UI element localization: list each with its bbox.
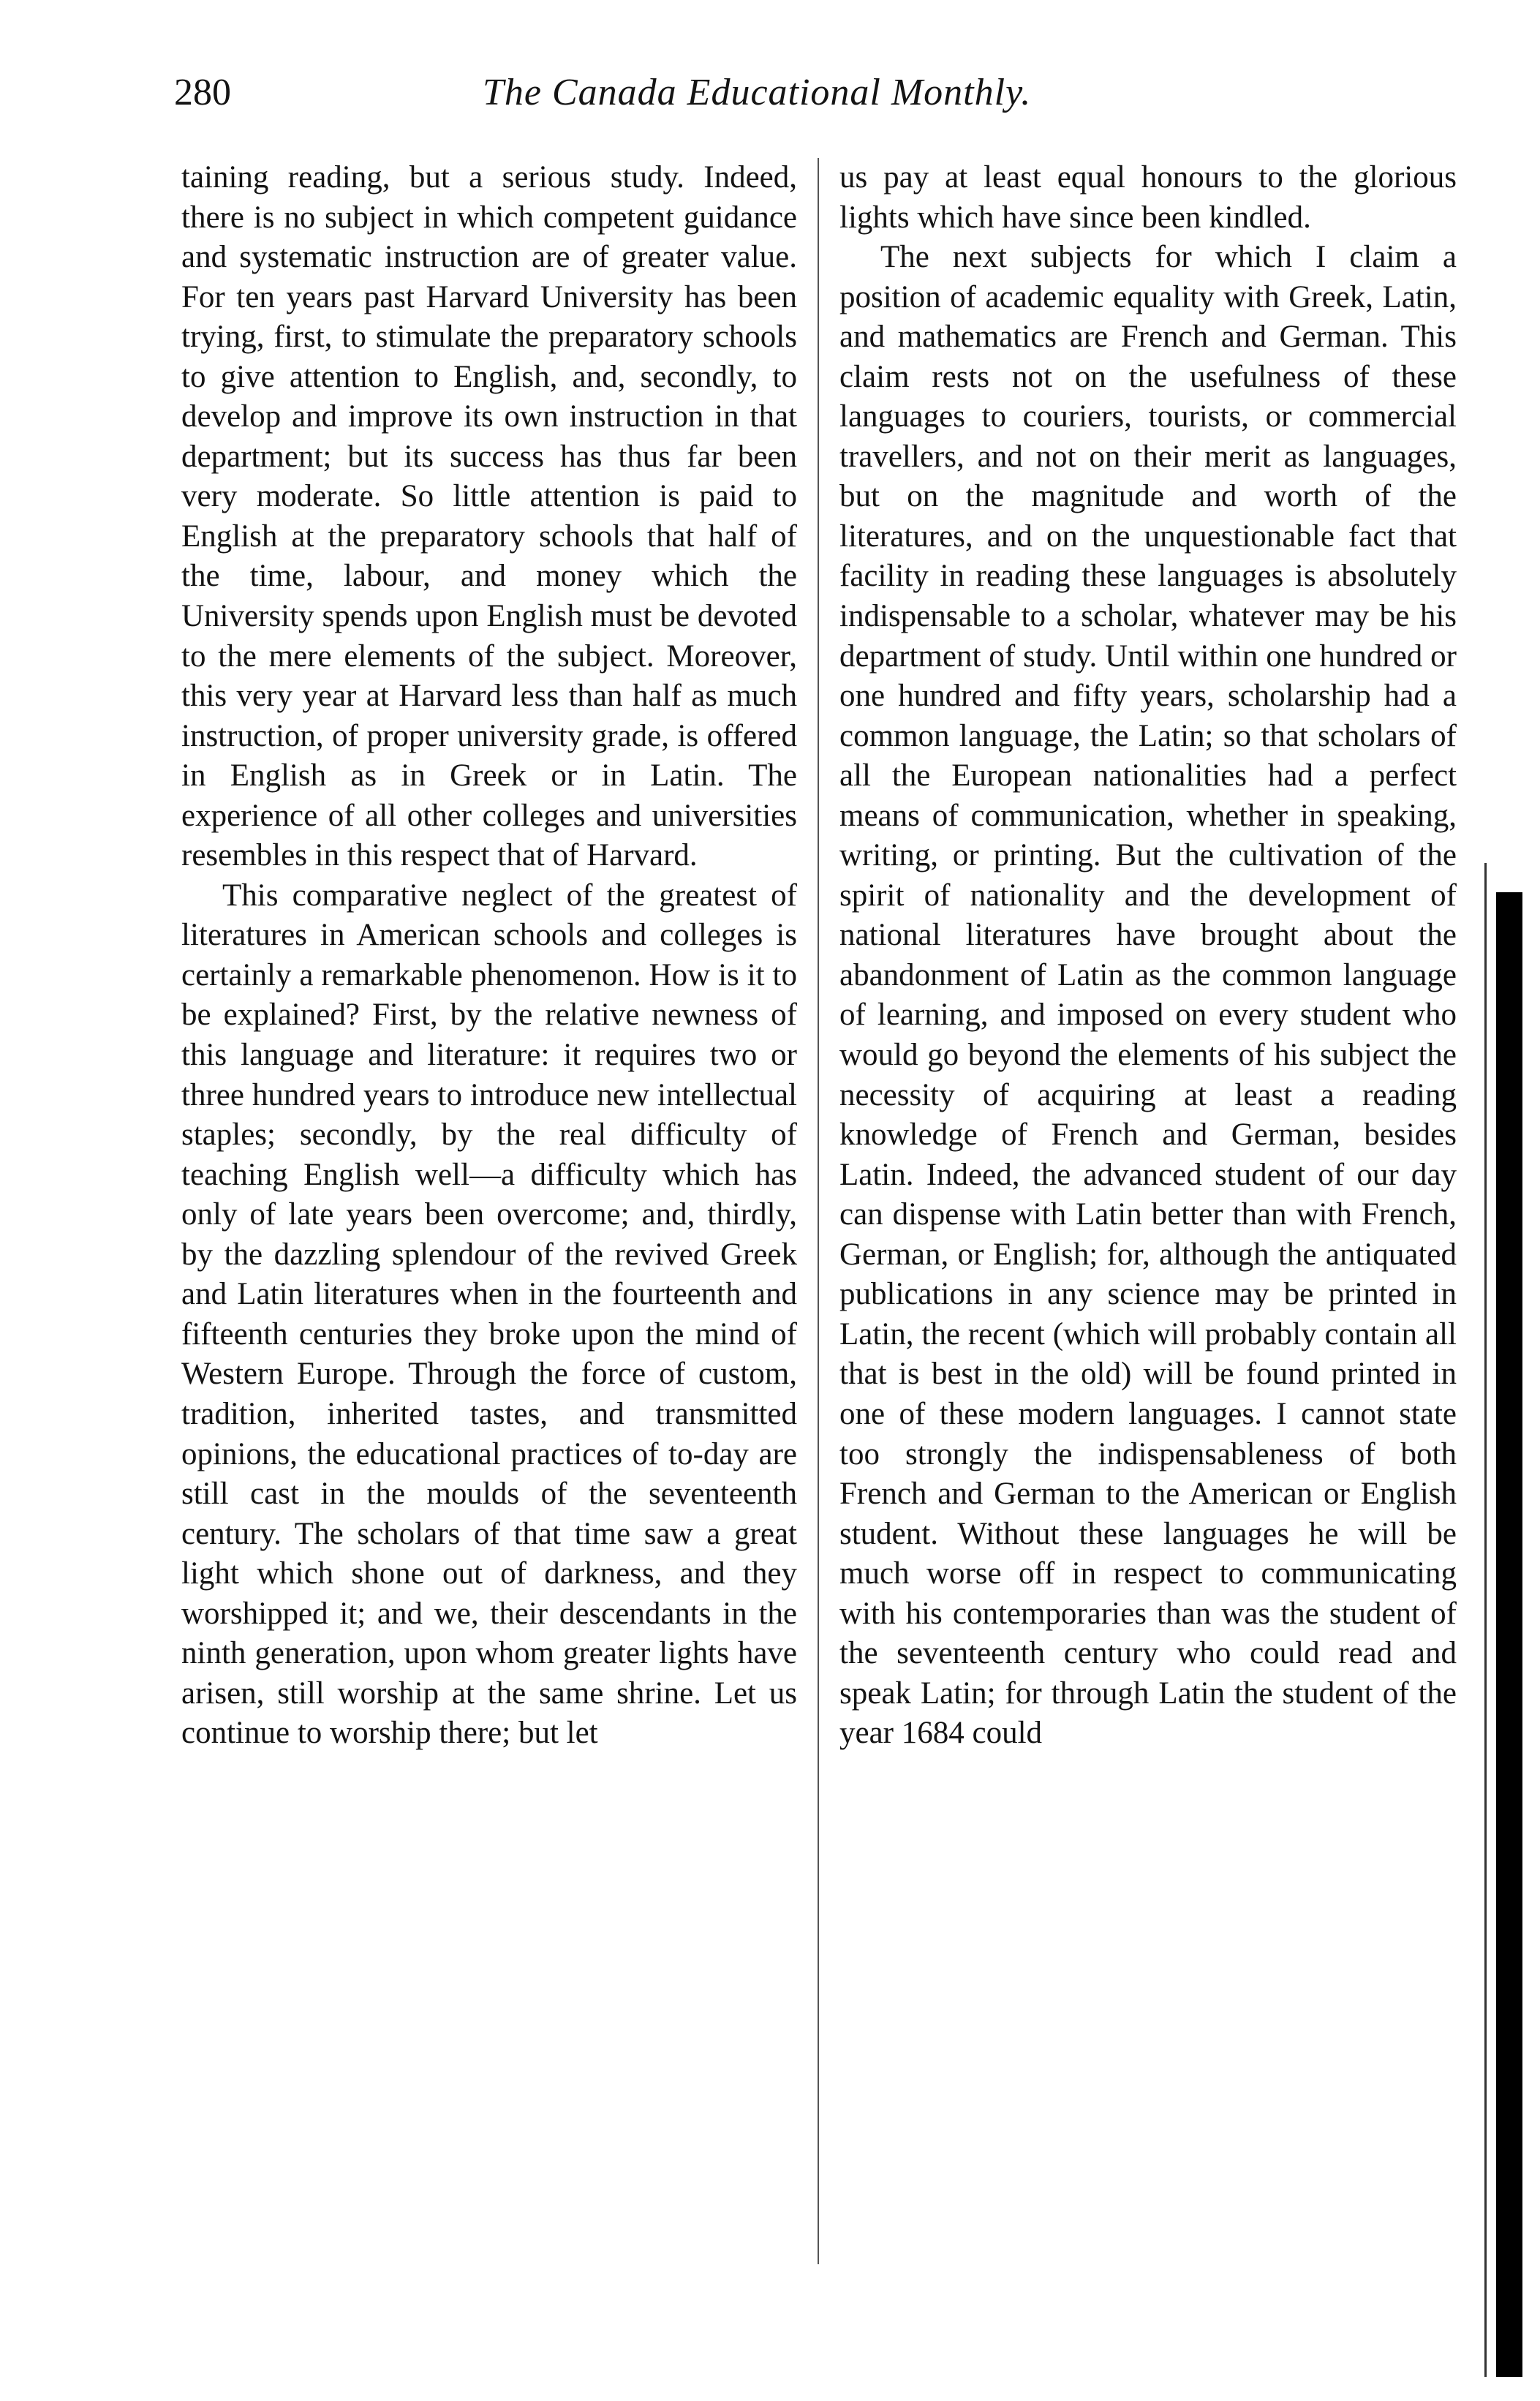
left-paragraph-2: This comparative neglect of the greatest of literatures in American schools and colleges is certainly a remarkable phenomenon. How is it to be explained? First, by the relative newness of this language and literature: it requires two or three hundred years to introduce new intellectual staples; secondly, by the real difficulty of teaching English well—a difficulty which has only of late years been overcome; and, thirdly, by the dazzling splendour of the revived Greek and Latin literatures when in the fourteenth and fifteenth centuries they broke upon the mind of Western Europe. Through the force of custom, tradition, inherited tastes, and transmitted opinions, the educational practices of to-day are still cast in the moulds of the seventeenth century. The scholars of that time saw a great light which shone out of darkness, and they worshipped it; and we, their descendants in the ninth generation, upon whom greater lights have arisen, still worship at the same shrine. Let us continue to worship there; but let: [181, 878, 797, 1751]
running-title: The Canada Educational Monthly.: [483, 72, 1032, 113]
left-paragraph-1: taining reading, but a serious study. Indeed, there is no subject in which competent guidance and systematic instruction are of greater value. For ten years past Harvard University has been trying, first, to stimulate the preparatory schools to give attention to English, and, secondly, to develop and improve its own instruction in that department; but its success has thus far been very moderate. So little attention is paid to English at the preparatory schools that half of the time, labour, and money which the University spends upon English must be devoted to the mere elements of the subject. Moreover, this very year at Harvard less than half as much instruction, of proper university grade, is offered in English as in Greek or in Latin. The experience of all other colleges and universities resembles in this respect that of Harvard.: [181, 160, 797, 873]
page-edge-line: [1484, 863, 1487, 2377]
left-column: [181, 158, 797, 1754]
right-paragraph-2: The next subjects for which I claim a position of academic equality with Greek, Latin, and mathematics are French and German. This claim rests not on the usefulness of these languages to couriers, tourists, or commercial travellers, and not on their merit as languages, but on the magnitude and worth of the literatures, and on the unquestionable fact that facility in reading these languages is absolutely indispensable to a scholar, whatever may be his department of study. Until within one hundred or one hundred and fifty years, scholarship had a common language, the Latin; so that scholars of all the European nationalities had a perfect means of communication, whether in speaking, writing, or printing. But the cultivation of the spirit of nationality and the development of national literatures have brought about the abandonment of Latin as the common language of learning, and imposed on every student who would go beyond the elements of his subject the necessity of acquiring at least a reading knowledge of French and German, besides Latin. Indeed, the advanced student of our day can dispense with Latin better than with French, German, or English; for, although the antiquated publications in any science may be printed in Latin, the recent (which will probably contain all that is best in the old) will be found printed in one of these modern languages. I cannot state too strongly the indispensableness of both French and German to the American or English student. Without these languages he will be much worse off in respect to communicating with his contemporaries than was the student of the seventeenth century who could read and speak Latin; for through Latin the student of the year 1684 could: [839, 240, 1457, 1751]
column-divider: [818, 158, 819, 2264]
right-paragraph-1: us pay at least equal honours to the glorious lights which have since been kindled.: [839, 160, 1457, 235]
right-column: [839, 158, 1457, 1754]
page-number: 280: [174, 72, 231, 113]
page-edge-shadow: [1496, 892, 1522, 2377]
